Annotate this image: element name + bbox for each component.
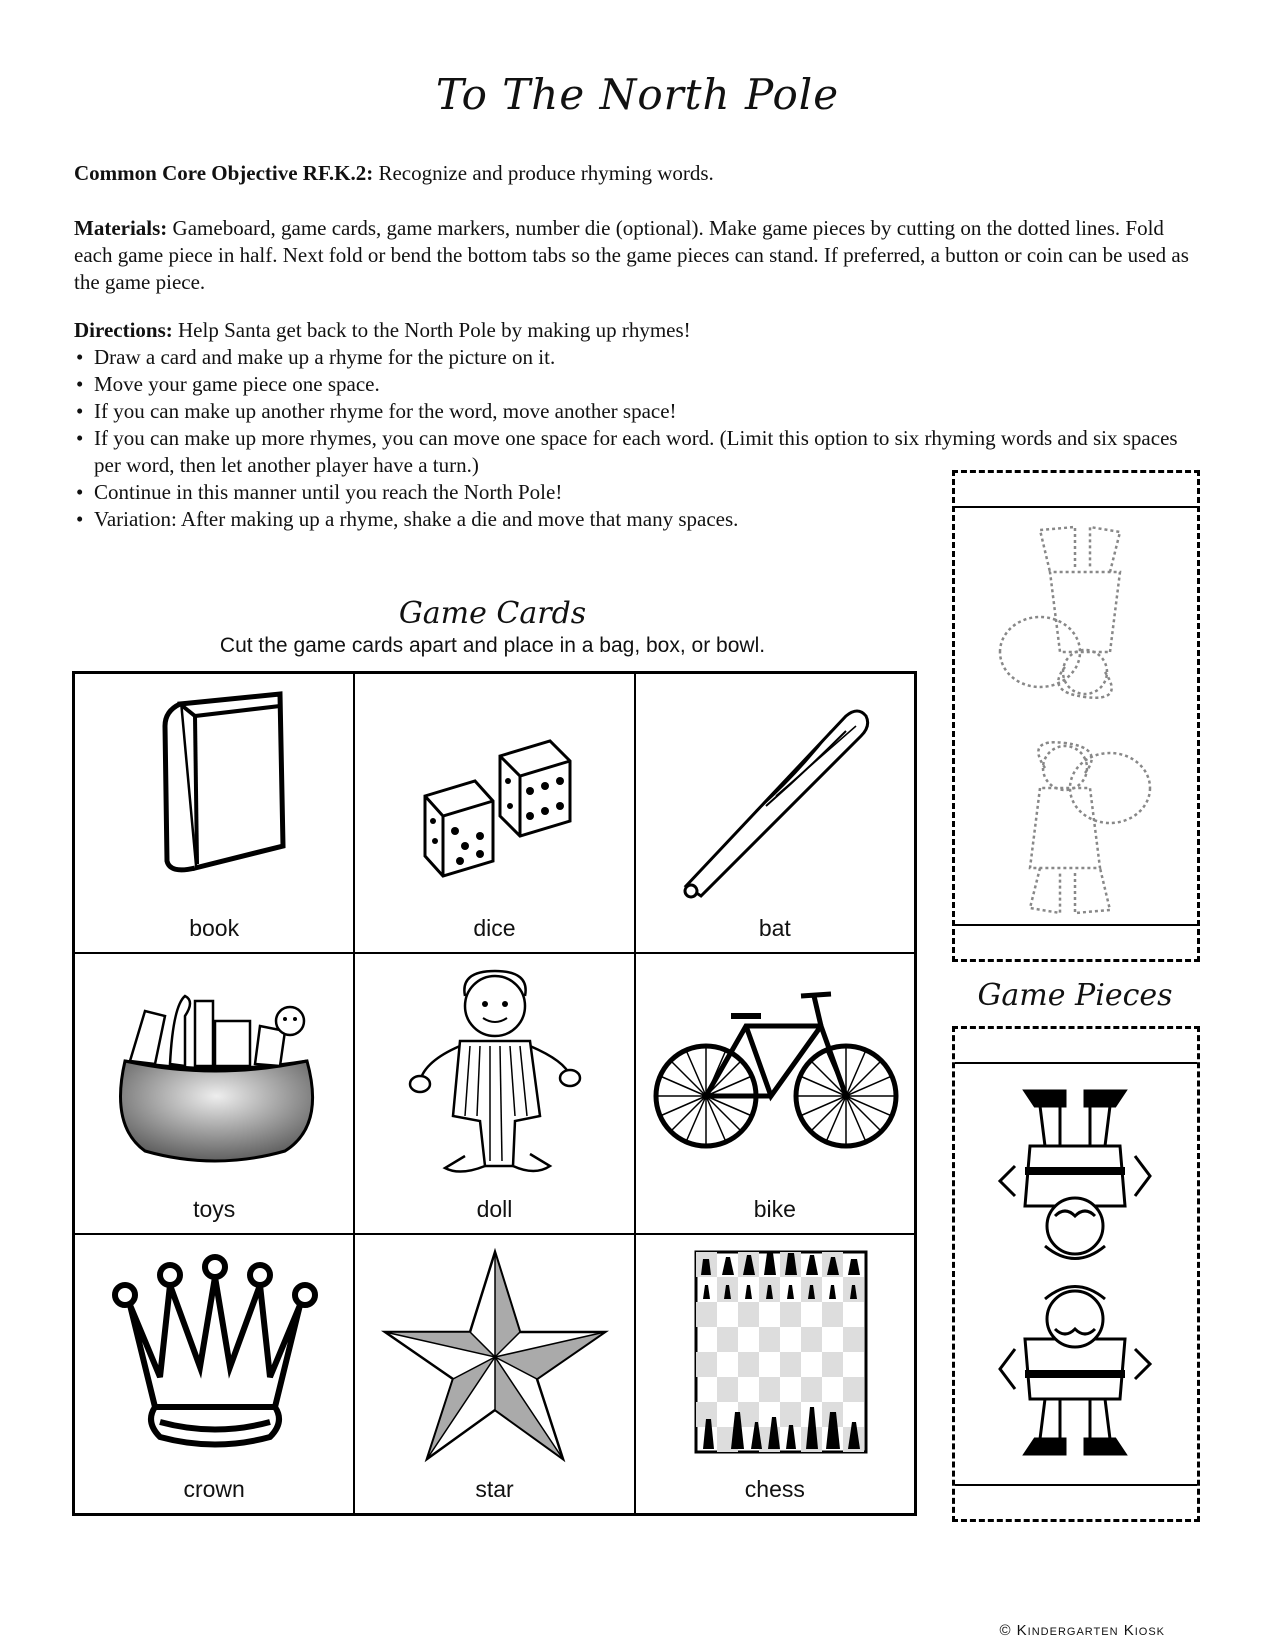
chessboard-icon [646, 1247, 906, 1467]
list-item: • Continue in this manner until you reach the North Pole! [74, 479, 1194, 506]
game-card-book[interactable] [74, 673, 354, 953]
card-label: toys [193, 1195, 236, 1222]
materials-label: Materials: [74, 216, 168, 240]
list-item: • Draw a card and make up a rhyme for the picture on it. [74, 344, 1194, 371]
crown-icon [85, 1247, 345, 1467]
santa-icon [985, 728, 1165, 923]
card-label: bat [758, 915, 791, 942]
materials-paragraph [74, 215, 1194, 296]
list-item: • If you can make up another rhyme for the word, move another space! [74, 398, 1194, 425]
game-card-bat[interactable] [635, 673, 915, 953]
game-card-toys[interactable] [74, 953, 354, 1233]
game-piece-cutout[interactable] [952, 1026, 1200, 1522]
card-label: book [189, 915, 240, 942]
list-item: • Move your game piece one space. [74, 371, 1194, 398]
game-piece-panel [955, 1062, 1197, 1486]
game-cards-instruction: Cut the game cards apart and place in a bag, box, or bowl. [219, 634, 766, 657]
game-pieces-heading: Game Pieces [977, 978, 1173, 1013]
game-cards-grid [72, 671, 917, 1516]
santa-icon [985, 1279, 1165, 1474]
card-label: dice [473, 915, 516, 942]
game-card-bike[interactable] [635, 953, 915, 1233]
materials-text: Gameboard, game cards, game markers, number die (optional). Make game pieces by cutting on the dotted lines. Fold each game piece in half. Next fold or bend the bottom tabs so the game pieces can stand. If preferred, a button or coin can be used as the game piece. [74, 216, 1189, 294]
toy-bag-icon [85, 966, 345, 1186]
game-card-doll[interactable] [354, 953, 634, 1233]
list-item: • Variation: After making up a rhyme, shake a die and move that many spaces. [74, 506, 1194, 533]
card-label: bike [753, 1195, 796, 1222]
game-card-star[interactable] [354, 1234, 634, 1514]
list-item: • If you can make up more rhymes, you can move one space for each word. (Limit this option to six rhyming words and six spaces per word, then let another player have a turn.) [74, 425, 1184, 479]
card-label: chess [744, 1476, 805, 1502]
directions-text: Help Santa get back to the North Pole by making up rhymes! [172, 318, 691, 342]
bat-icon [646, 686, 906, 906]
page-title: To The North Pole [435, 70, 840, 119]
game-piece-panel [955, 506, 1197, 926]
objective-paragraph [74, 160, 1194, 187]
directions-label: Directions: [74, 318, 173, 342]
objective-label: Common Core Objective RF.K.2: [74, 161, 374, 185]
game-piece-cutout[interactable] [952, 470, 1200, 962]
star-icon [365, 1247, 625, 1467]
santa-icon [985, 1072, 1165, 1267]
doll-icon [365, 966, 625, 1186]
objective-text: Recognize and produce rhyming words. [373, 161, 714, 185]
game-card-dice[interactable] [354, 673, 634, 953]
directions-paragraph [74, 317, 1194, 344]
game-card-chess[interactable] [635, 1234, 915, 1514]
bike-icon [646, 966, 906, 1186]
card-label: doll [476, 1195, 513, 1222]
santa-icon [985, 518, 1165, 713]
card-label: crown [183, 1476, 245, 1502]
dice-icon [365, 686, 625, 906]
card-label: star [475, 1476, 514, 1502]
copyright-notice: © Kindergarten Kiosk [999, 1622, 1165, 1639]
book-icon [85, 686, 345, 906]
game-cards-heading: Game Cards [398, 596, 587, 631]
game-card-crown[interactable] [74, 1234, 354, 1514]
